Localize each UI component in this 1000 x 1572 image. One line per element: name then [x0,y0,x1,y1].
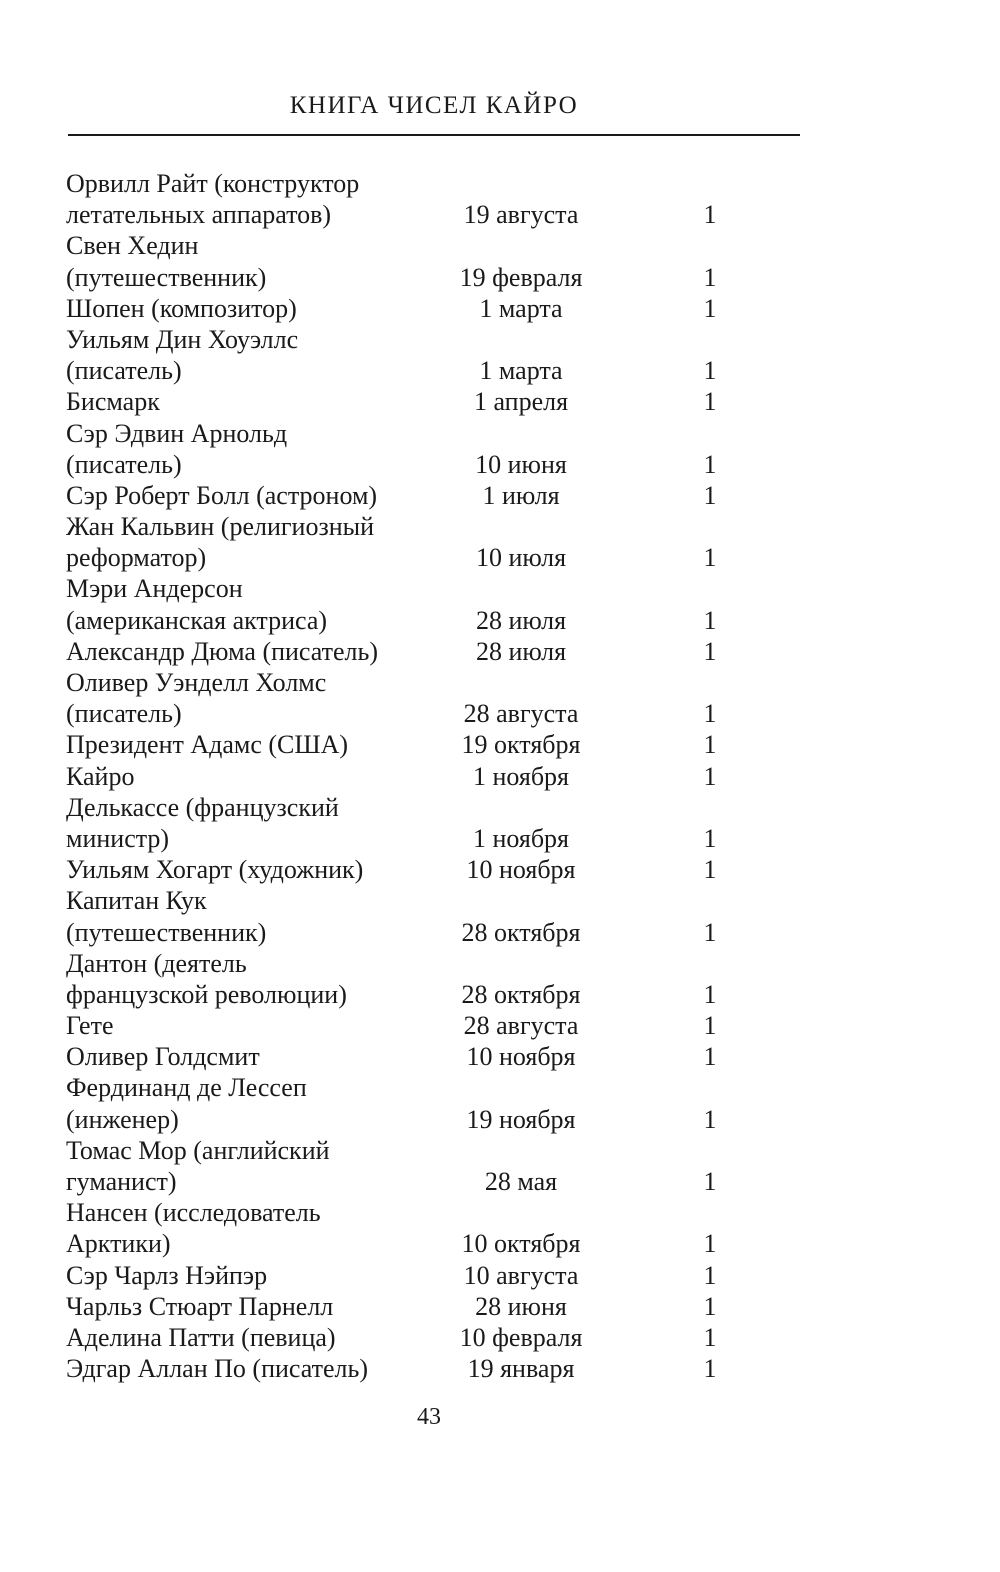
list-item [66,854,766,885]
entry-number: 1 [703,1167,717,1196]
entry-line [66,823,766,854]
entry-name: Оливер Уэнделл Холмс [66,668,327,697]
entry-date: 28 июля [475,605,567,635]
entry-number: 1 [703,730,717,760]
entry-number: 1 [703,1229,717,1259]
entry-line [66,1260,766,1291]
entry-line [66,1010,766,1041]
entry-line [66,324,766,355]
entry-name: летательных аппаратов) [66,200,332,230]
entry-number: 1 [703,917,717,947]
list-item [66,511,766,573]
entry-name: Мэри Андерсон [66,574,243,604]
entry-line [66,1353,766,1384]
list-item [66,1010,766,1041]
entry-number: 1 [703,262,717,292]
entry-name: Нансен (исследователь [66,1198,321,1228]
entry-name: Эдгар Аллан По (писатель) [66,1354,369,1384]
entry-date: 1 ноября [472,761,570,791]
entry-date: 10 ноября [466,855,576,885]
entry-number: 1 [703,356,717,386]
entry-date: 28 октября [461,917,581,947]
header-rule [68,134,800,136]
entry-line [66,1228,766,1259]
entry-name: Александр Дюма (писатель) [66,636,379,666]
entry-number: 1 [703,605,717,635]
entry-date: 10 февраля [459,1322,583,1352]
list-item [66,418,766,480]
entry-name: (писатель) [66,699,182,729]
entry-date: 1 марта [479,356,563,386]
entry-number: 1 [703,1354,717,1384]
entry-number: 1 [703,1260,717,1290]
entry-line [66,1072,766,1103]
list-item [66,792,766,854]
entry-name: (писатель) [66,449,182,479]
entry-number: 1 [703,1042,717,1072]
entry-line [66,667,766,698]
entry-name: (путешественник) [66,262,267,292]
entry-line [66,449,766,480]
entry-date: 10 июля [475,543,567,573]
entry-line [66,230,766,261]
entry-name: Чарльз Стюарт Парнелл [66,1291,334,1321]
entry-name: Дантон (деятель [66,948,247,978]
list-item [66,1135,766,1197]
entry-date: 10 ноября [466,1042,576,1072]
entry-name: Фердинанд де Лессеп [66,1073,307,1103]
list-item [66,948,766,1010]
entry-name: Оливер Голдсмит [66,1042,260,1072]
list-item [66,168,766,230]
entry-date: 1 ноября [472,823,570,853]
entry-line [66,917,766,948]
entry-date: 19 октября [461,730,581,760]
entries-list [66,168,766,1384]
entry-line [66,480,766,511]
entry-number: 1 [703,543,717,573]
entry-name: Сэр Чарлз Нэйпэр [66,1260,268,1290]
entry-name: Шопен (композитор) [66,293,297,323]
entry-line [66,1166,766,1197]
entry-number: 1 [703,1291,717,1321]
entry-line [66,605,766,636]
entry-line [66,979,766,1010]
entry-line [66,168,766,199]
entry-line [66,1197,766,1228]
entry-date: 10 августа [463,1260,579,1290]
entry-number: 1 [703,449,717,479]
list-item [66,1291,766,1322]
entry-line [66,355,766,386]
list-item [66,1353,766,1384]
entry-date: 28 мая [484,1167,558,1196]
list-item [66,636,766,667]
entry-name: министр) [66,823,170,853]
entry-name: французской революции) [66,979,347,1009]
entry-line [66,418,766,449]
entry-line [66,1135,766,1166]
list-item [66,386,766,417]
list-item [66,1041,766,1072]
entry-name: Бисмарк [66,387,160,417]
entry-number: 1 [703,855,717,885]
entry-name: Сэр Роберт Болл (астроном) [66,480,378,510]
entry-line [66,262,766,293]
entry-date: 19 августа [463,200,579,230]
entry-line [66,573,766,604]
entry-name: Уильям Хогарт (художник) [66,855,364,885]
entry-date: 28 июня [475,1291,567,1321]
entry-name: Арктики) [66,1229,171,1259]
entry-line [66,761,766,792]
entry-date: 1 апреля [473,387,569,417]
entry-name: (путешественник) [66,917,267,947]
entry-name: Уильям Дин Хоуэллс [66,324,299,354]
entry-number: 1 [703,1322,717,1352]
entry-date: 19 февраля [459,262,583,292]
entry-line [66,386,766,417]
entry-name: (инженер) [66,1104,179,1134]
entry-line [66,1291,766,1322]
entry-date: 28 августа [463,699,579,729]
entry-name: Кайро [66,761,135,791]
entry-number: 1 [703,979,717,1009]
list-item [66,1197,766,1259]
entry-name: (писатель) [66,356,182,386]
entry-line [66,1041,766,1072]
entry-number: 1 [703,293,717,323]
entry-line [66,729,766,760]
entry-date: 28 августа [463,1011,579,1041]
entry-name: гуманист) [66,1167,177,1196]
entry-name: реформатор) [66,543,207,573]
entry-line [66,948,766,979]
entry-line [66,698,766,729]
list-item [66,885,766,947]
entry-name: (американская актриса) [66,605,328,635]
entry-number: 1 [703,823,717,853]
list-item [66,230,766,292]
list-item [66,761,766,792]
entry-date: 1 июля [482,480,560,510]
entry-number: 1 [703,1011,717,1041]
entry-date: 28 июля [475,636,567,666]
page-number: 43 [417,1404,441,1430]
entry-number: 1 [703,699,717,729]
entry-line [66,792,766,823]
entry-date: 10 июня [475,449,567,479]
list-item [66,324,766,386]
entry-number: 1 [703,387,717,417]
entry-name: Президент Адамс (США) [66,730,349,760]
entry-line [66,885,766,916]
entry-line [66,636,766,667]
entry-line [66,854,766,885]
entry-line [66,1322,766,1353]
list-item [66,1072,766,1134]
entry-line [66,542,766,573]
entry-name: Свен Хедин [66,231,199,261]
entry-date: 10 октября [461,1229,581,1259]
entry-line [66,511,766,542]
entry-name: Жан Кальвин (религиозный [66,512,375,542]
entry-name: Делькассе (французский [66,792,339,822]
list-item [66,1322,766,1353]
entry-date: 19 января [467,1354,575,1384]
entry-date: 28 октября [461,979,581,1009]
entry-name: Гете [66,1011,114,1041]
list-item [66,573,766,635]
entry-date: 19 ноября [466,1104,576,1134]
entry-name: Аделина Патти (певица) [66,1322,336,1352]
running-title: КНИГА ЧИСЕЛ КАЙРО [289,92,579,119]
list-item [66,729,766,760]
entry-number: 1 [703,636,717,666]
list-item [66,667,766,729]
entry-number: 1 [703,761,717,791]
entry-number: 1 [703,480,717,510]
entry-name: Капитан Кук [66,886,207,916]
entry-name: Томас Мор (английский [66,1135,330,1165]
list-item [66,293,766,324]
entry-number: 1 [703,200,717,230]
entry-line [66,293,766,324]
entry-date: 1 марта [479,293,563,323]
entry-name: Орвилл Райт (конструктор [66,169,360,198]
list-item [66,480,766,511]
entry-number: 1 [703,1104,717,1134]
entry-line [66,199,766,230]
list-item [66,1260,766,1291]
entry-line [66,1104,766,1135]
entry-name: Сэр Эдвин Арнольд [66,418,288,448]
